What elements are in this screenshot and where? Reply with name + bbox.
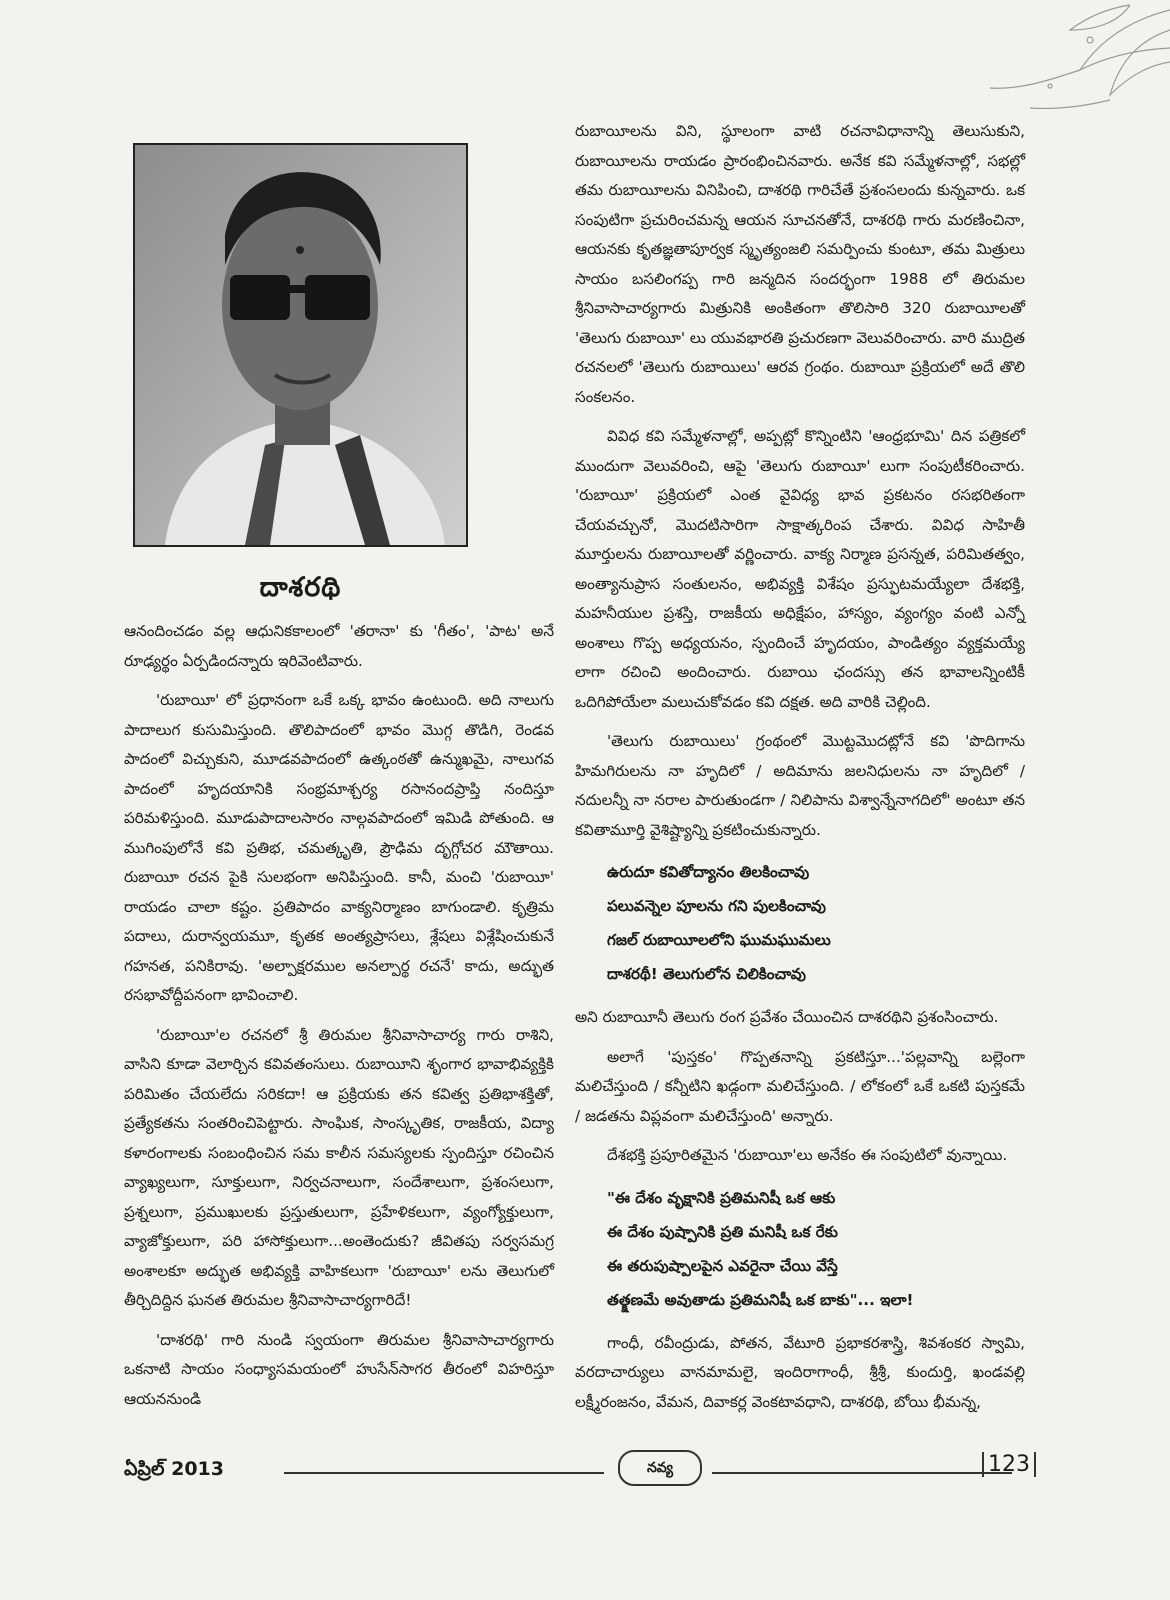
left-column (124, 617, 554, 1424)
paragraph: 'రుబాయీ' లో ప్రధానంగా ఒకే ఒక్క భావం ఉంటుంది. అది నాలుగు పాదాలుగ కుసుమిస్తుంది. తొలిపాదంలో భావం మొగ్గ తొడిగి, రెండవ పాదంలో విచ్చుకుని, మూడవపాదంలో ఉత్కంఠతో ఉన్ముఖమై, నాలుగవ పాదంలో హృదయానికి సంభ్రమాశ్చర్య రసానందప్రాప్తి నందిస్తూ పరిమళిస్తుంది. మూడుపాదాలసారం నాల్గవపాదంలో ఇమిడి పోతుంది. ఆ ముగింపులోనే కవి ప్రతిభ, చమత్కృతి, ప్రౌఢిమ దృగ్గోచర మౌతాయి. రుబాయీ రచన పైకి సులభంగా అనిపిస్తుంది. కానీ, మంచి 'రుబాయీ' రాయడం చాలా కష్టం. ప్రతిపాదం వాక్యనిర్మాణం బాగుండాలి. కృత్రిమ పదాలు, దురాన్వయమూ, కృతక అంత్యప్రాసలు, శ్లేషలు విశ్లేషించుకునే గహనత, పనికిరావు. 'అల్పాక్షరముల అనల్పార్థ రచనే' కాదు, అద్భుత రసభావోద్దీపనంగా భావించాలి. (124, 691, 554, 1004)
page-number: 123 (982, 1452, 1036, 1477)
right-column (575, 117, 1025, 1427)
verse-line: దాశరథీ! తెలుగులోన చిలికించావు (607, 965, 806, 983)
verse-line: ఉరుదూ కవితోద్యానం తిలకించావు (607, 863, 810, 881)
footer-rule (284, 1472, 604, 1474)
verse-line: పలువన్నెల పూలను గని పులకించావు (607, 897, 826, 915)
verse-line: "ఈ దేశం వృక్షానికి ప్రతిమనిషీ ఒక ఆకు (607, 1188, 836, 1207)
paragraph: 'దాశరథి' గారి నుండి స్వయంగా తిరుమల శ్రీనివాసాచార్యగారు ఒకనాటి సాయం సంధ్యాసమయంలో హుసేన్‌సాగర తీరంలో విహరిస్తూ ఆయననుండి (124, 1330, 554, 1408)
paragraph: అలాగే 'పుస్తకం' గొప్పతనాన్ని ప్రకటిస్తూ...'పల్లవాన్ని బల్లెంగా మలిచేస్తుంది / కన్నీటిని ఖడ్గంగా మలిచేస్తుంది. / లోకంలో ఒకే ఒకటి పుస్తకమే / జడతను విప్లవంగా మలిచేస్తుంది' అన్నారు. (575, 1047, 1025, 1125)
verse-line: గజల్ రుబాయీలలోని ఘుమఘుమలు (607, 931, 831, 949)
paragraph: రుబాయీలను విని, స్థూలంగా వాటి రచనావిధానాన్ని తెలుసుకుని, రుబాయీలను రాయడం ప్రారంభించినవారు. అనేక కవి సమ్మేళనాల్లో, సభల్లో తమ రుబాయీలను వినిపించి, దాశరథి గారిచేతే ప్రశంసలందు కున్నవారు. ఒక సంపుటిగా ప్రచురించమన్న ఆయన సూచనతోనే, దాశరథి గారు మరణించినా, ఆయనకు కృతజ్ఞతాపూర్వక స్మృత్యంజలి సమర్పించు కుంటూ, తమ మిత్రులు సాయం బసలింగప్ప గారి జన్మదిన సందర్భంగా 1988 లో తిరుమల శ్రీనివాసాచార్యగారు మిత్రునికి అంకితంగా తొలిసారి 320 రుబాయీలతో 'తెలుగు రుబాయీ' లు యువభారతి ప్రచురణగా వెలువరించారు. వారి ముద్రిత రచనలలో 'తెలుగు రుబాయిలు' ఆరవ గ్రంథం. రుబాయీ ప్రక్రియలో అదే తొలి సంకలనం. (575, 122, 1025, 406)
paragraph: దేశభక్తి ప్రపూరితమైన 'రుబాయీ'లు అనేకం ఈ సంపుటిలో వున్నాయి. (607, 1146, 1008, 1164)
magazine-logo: నవ్య (618, 1450, 702, 1486)
page-footer (124, 1450, 1036, 1490)
verse-line: తత్క్షణమే అవుతాడు ప్రతిమనిషీ ఒక బాకు"... ఇలా! (607, 1290, 914, 1309)
paragraph: వివిధ కవి సమ్మేళనాల్లో, అప్పట్లో కొన్నింటిని 'ఆంధ్రభూమి' దిన పత్రికలో ముందుగా వెలువరించి, ఆపై 'తెలుగు రుబాయీ' లుగా సంపుటీకరించారు. 'రుబాయీ' ప్రక్రియలో ఎంత వైవిధ్య భావ ప్రకటనం రసభరితంగా చేయవచ్చునో, మొదటిసారిగా సాక్షాత్కరింప చేశారు. వివిధ సాహితీ మూర్తులను రుబాయీలతో వర్ణించారు. వాక్య నిర్మాణ ప్రసన్నత, పరిమితత్వం, అంత్యానుప్రాస సంతులనం, అభివ్యక్తి విశేషం ప్రస్ఫుటమయ్యేలా దేశభక్తి, మహనీయుల ప్రశస్తి, రాజకీయ అధిక్షేపం, హాస్యం, వ్యంగ్యం వంటి ఎన్నో అంశాలు గొప్ప అధ్యయనం, స్పందించే హృదయం, పాండిత్యం వ్యక్తమయ్యే లాగా రచించి అందించారు. రుబాయి ఛందస్సు తన భావాలన్నింటికీ ఒదిగిపోయేలా మలుచుకోవడం కవి దక్షత. అది వారికి చెల్లింది. (575, 427, 1025, 711)
paragraph: ఆనందించడం వల్ల ఆధునికకాలంలో 'తరానా' కు 'గీతం', 'పాట' అనే రూఢ్యర్థం ఏర్పడిందన్నారు ఇరివెంటివారు. (124, 622, 554, 670)
verse-block (607, 1181, 1025, 1317)
verse-line: ఈ తరుపుష్పాలపైన ఎవరైనా చేయి వేస్తే (607, 1256, 838, 1275)
floral-ornament-icon (930, 0, 1170, 120)
footer-rule (712, 1472, 1012, 1474)
paragraph: అని రుబాయీనీ తెలుగు రంగ ప్రవేశం చేయించిన దాశరథిని ప్రశంసించారు. (575, 1008, 999, 1026)
paragraph: 'తెలుగు రుబాయిలు' గ్రంథంలో మొట్టమొదట్లోనే కవి 'పొదిగాను హిమగిరులను నా హృదిలో / అదిమాను జలనిధులను నా హృదిలో / నదులన్నీ నా నరాల పారుతుండగా / నిలిపాను విశ్వాన్నేనాగదిలో' అంటూ తన కవితామూర్తి వైశిష్ట్యాన్ని ప్రకటించుకున్నారు. (575, 732, 1025, 839)
issue-date: ఏప్రిల్ 2013 (124, 1458, 224, 1480)
paragraph: గాంధీ, రవీంద్రుడు, పోతన, వేటూరి ప్రభాకరశాస్త్రి, శివశంకర స్వామి, వరదాచార్యులు వానమామలై, ఇందిరాగాంధీ, శ్రీశ్రీ, కుందుర్తి, ఖండవల్లి లక్ష్మీరంజనం, వేమన, దివాకర్ల వెంకటావధాని, దాశరథి, బోయి భీమన్న, (575, 1333, 1025, 1411)
portrait-photo (133, 143, 468, 547)
paragraph: 'రుబాయీ'ల రచనలో శ్రీ తిరుమల శ్రీనివాసాచార్య గారు రాశిని, వాసిని కూడా వెలార్చిన కవివతంసులు. రుబాయీని శృంగార భావాభివ్యక్తికి పరిమితం చేయలేదు సరికదా! ఆ ప్రక్రియకు తన కవిత్వ ప్రతిభాశక్తితో, ప్రత్యేకతను సంతరించిపెట్టారు. సాంఘిక, సాంస్కృతిక, రాజకీయ, విద్యా కళారంగాలకు సంబంధించిన సమ కాలీన సమస్యలకు స్పందిస్తూ రచించిన వ్యాఖ్యలుగా, సూక్తులుగా, నిర్వచనాలుగా, సందేశాలుగా, ప్రశంసలుగా, ప్రశ్నలుగా, ప్రముఖులకు ప్రస్తుతులుగా, ప్రహేళికలుగా, వ్యంగ్యోక్తులుగా, వ్యాజోక్తులుగా, పరి హాసోక్తులుగా...అంతెందుకు? జీవితపు సర్వసమగ్ర అంశాలకూ అద్భుత అభివ్యక్తి వాహికలుగా 'రుబాయీ' లను తెలుగులో తీర్చిదిద్దిన ఘనత తిరుమల శ్రీనివాసాచార్యగారిదే! (124, 1025, 554, 1309)
verse-block (607, 855, 1025, 991)
verse-line: ఈ దేశం పుష్పానికి ప్రతి మనిషీ ఒక రేకు (607, 1222, 838, 1241)
portrait-image (135, 145, 466, 545)
photo-caption: దాశరథి (259, 572, 342, 603)
